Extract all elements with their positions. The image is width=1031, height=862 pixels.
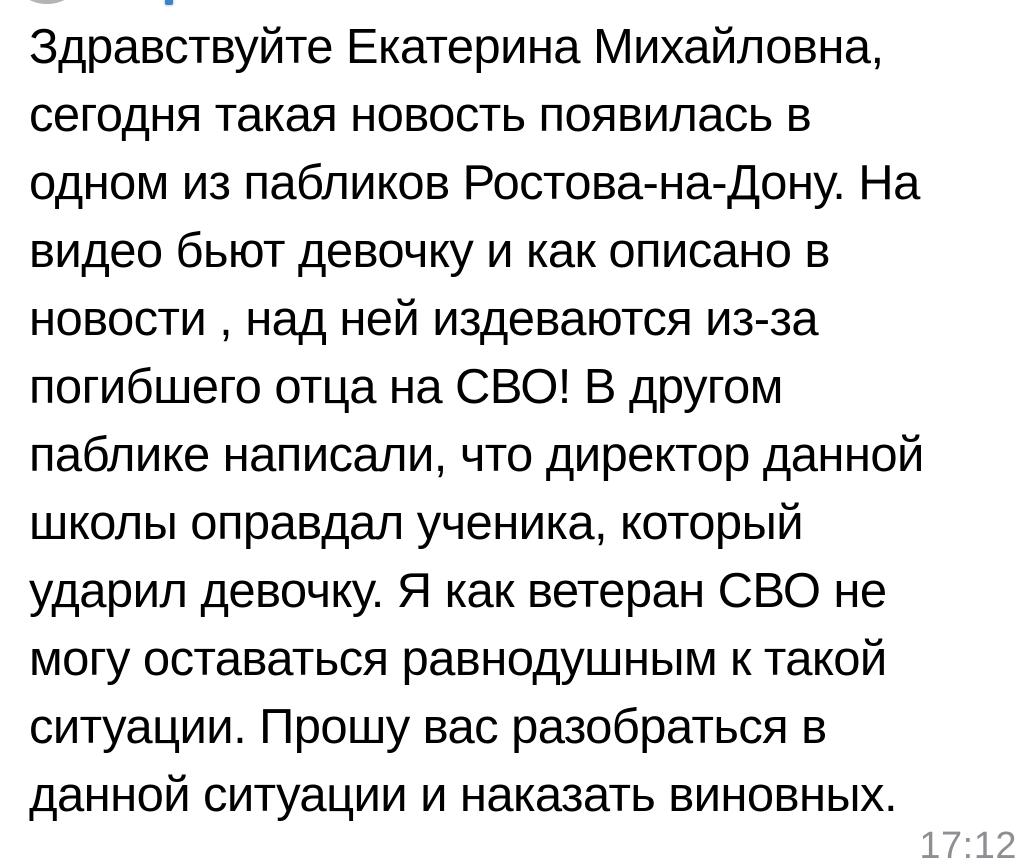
message-line: погибшего отца на СВО! В другом: [29, 360, 783, 414]
avatar[interactable]: [7, 0, 87, 4]
message-line: сегодня такая новость появилась в: [29, 88, 812, 142]
message-line: ситуации. Прошу вас разобраться в: [29, 700, 827, 754]
message-line: одном из пабликов Ростова-на-Дону. На: [29, 156, 920, 210]
message-line: видео бьют девочку и как описано в: [29, 224, 830, 278]
message-line: новости , над ней издеваются из-за: [29, 292, 819, 346]
message-bubble: [29, 13, 924, 829]
message-line: Здравствуйте Екатерина Михайловна,: [29, 20, 884, 74]
message-timestamp: 17:12: [919, 825, 1017, 862]
message-line: школы оправдал ученика, который: [29, 496, 803, 550]
message-line: данной ситуации и наказать виновных.: [29, 768, 897, 822]
message-line: паблике написали, что директор данной: [29, 428, 924, 482]
verified-badge-icon: [165, 0, 173, 5]
message-line: ударил девочку. Я как ветеран СВО не: [29, 564, 887, 618]
message-line: могу оставаться равнодушным к такой: [29, 632, 887, 686]
